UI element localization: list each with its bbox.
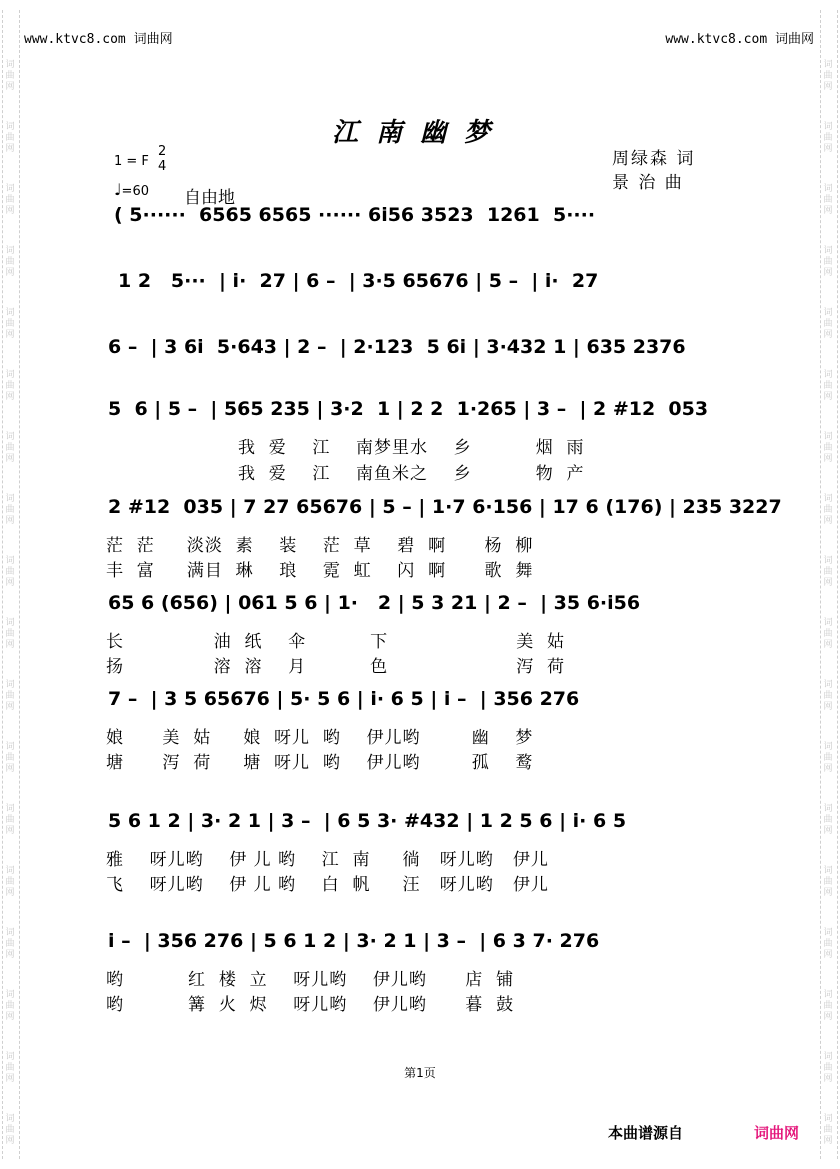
watermark-text: 词 曲 网 (5, 618, 15, 650)
key-signature: 1 = F (114, 154, 149, 169)
notation-line: ( 5······ 6565 6565 ······ 6i56 3523 1261 5···· (114, 204, 596, 226)
notation-line: 7 – | 3 5 65676 | 5· 5 6 | i· 6 5 | i – | 356 276 (108, 688, 580, 710)
watermark-text: 词 曲 网 (5, 122, 15, 154)
staff-line-4 (0, 398, 840, 438)
staff-line-7 (0, 688, 840, 728)
quarter-note-icon: ♩ (114, 180, 122, 199)
watermark-text: 词 曲 网 (5, 928, 15, 960)
tempo-marking: ♩=60 (114, 180, 149, 199)
watermark-text: 词 曲 网 (823, 990, 833, 1022)
watermark-text: 词 曲 网 (823, 680, 833, 712)
watermark-text: 词 曲 网 (823, 742, 833, 774)
watermark-text: 词 曲 网 (5, 680, 15, 712)
watermark-text: 词 曲 网 (5, 742, 15, 774)
source-site-link[interactable]: 词曲网 (754, 1124, 800, 1142)
lyric-verse-2: 塘 泻 荷 塘 呀儿 哟 伊儿哟 孤 鹜 (106, 753, 534, 773)
lyric-verse-1: 雅 呀儿哟 伊 儿 哟 江 南 徜 呀儿哟 伊儿 (106, 850, 549, 870)
expression-marking: 自由地 (184, 188, 235, 208)
watermark-text: 词 曲 网 (5, 308, 15, 340)
lyric-verse-1: 哟 红 楼 立 呀儿哟 伊儿哟 店 铺 (106, 970, 515, 990)
lyric-verse-1: 长 油 纸 伞 下 美 姑 (106, 632, 565, 652)
lyric-verse-2: 我 爱 江 南鱼米之 乡 物 产 (238, 464, 585, 484)
lyricist: 周绿森 词 (612, 149, 696, 169)
staff-line-9 (0, 930, 840, 970)
watermark-text: 词 曲 网 (823, 246, 833, 278)
watermark-text: 词 曲 网 (5, 432, 15, 464)
notation-line: 2 #12 035 | 7 27 65676 | 5 – | 1·7 6·156 | 17 6 (176) | 235 3227 (108, 496, 782, 518)
lyric-verse-1: 我 爱 江 南梦里水 乡 烟 雨 (238, 438, 585, 458)
watermark-text: 词 曲 网 (5, 60, 15, 92)
source-label: 本曲谱源自 (608, 1124, 684, 1142)
watermark-text: 词 曲 网 (823, 308, 833, 340)
composer: 景 治 曲 (612, 173, 684, 193)
watermark-text: 词 曲 网 (823, 618, 833, 650)
watermark-text: 词 曲 网 (823, 60, 833, 92)
watermark-text: 词 曲 网 (5, 184, 15, 216)
staff-line-5 (0, 496, 840, 536)
song-title: 江南幽梦 (331, 118, 508, 148)
notation-line: 5 6 1 2 | 3· 2 1 | 3 – | 6 5 3· #432 | 1 2 5 6 | i· 6 5 (108, 810, 627, 832)
watermark-text: 词 曲 网 (823, 1052, 833, 1084)
watermark-text: 词 曲 网 (5, 804, 15, 836)
staff-line-6 (0, 592, 840, 632)
site-url-right[interactable]: www.ktvc8.com (665, 32, 768, 47)
lyric-verse-1: 茫 茫 淡淡 素 装 茫 草 碧 啊 杨 柳 (106, 536, 534, 556)
watermark-text: 词 曲 网 (5, 494, 15, 526)
staff-line-1 (0, 204, 840, 244)
page-number: 第1页 (404, 1066, 436, 1080)
notation-line: 1 2 5··· | i· 27 | 6 – | 3·5 65676 | 5 – | i· 27 (118, 270, 599, 292)
staff-line-3 (0, 336, 840, 376)
site-name: 词曲网 (133, 32, 173, 47)
watermark-text: 词 曲 网 (5, 556, 15, 588)
watermark-text: 词 曲 网 (5, 1114, 15, 1146)
lyric-verse-2: 哟 篝 火 烬 呀儿哟 伊儿哟 暮 鼓 (106, 995, 515, 1015)
time-signature: 2 4 (158, 144, 167, 174)
staff-line-2 (0, 270, 840, 310)
lyric-verse-2: 丰 富 满目 琳 琅 霓 虹 闪 啊 歌 舞 (106, 561, 534, 581)
lyric-verse-2: 飞 呀儿哟 伊 儿 哟 白 帆 汪 呀儿哟 伊儿 (106, 875, 549, 895)
watermark-text: 词 曲 网 (5, 990, 15, 1022)
watermark-text: 词 曲 网 (823, 432, 833, 464)
watermark-text: 词 曲 网 (823, 370, 833, 402)
watermark-text: 词 曲 网 (823, 928, 833, 960)
lyric-verse-2: 扬 溶 溶 月 色 泻 荷 (106, 657, 565, 677)
notation-line: 65 6 (656) | 061 5 6 | 1· 2 | 5 3 21 | 2 – | 35 6·i56 (108, 592, 641, 614)
notation-line: i – | 356 276 | 5 6 1 2 | 3· 2 1 | 3 – | 6 3 7· 276 (108, 930, 600, 952)
watermark-text: 词 曲 网 (823, 556, 833, 588)
watermark-text: 词 曲 网 (5, 1052, 15, 1084)
watermark-text: 词 曲 网 (5, 866, 15, 898)
watermark-text: 词 曲 网 (823, 866, 833, 898)
watermark-text: 词 曲 网 (5, 370, 15, 402)
header-left (24, 28, 173, 47)
site-url[interactable]: www.ktvc8.com (24, 32, 126, 47)
header-right (665, 28, 814, 47)
watermark-text: 词 曲 网 (823, 184, 833, 216)
site-name-right: 词曲网 (774, 32, 814, 47)
watermark-text: 词 曲 网 (823, 494, 833, 526)
notation-line: 6 – | 3 6i 5·643 | 2 – | 2·123 5 6i | 3·432 1 | 635 2376 (108, 336, 686, 358)
watermark-text: 词 曲 网 (823, 1114, 833, 1146)
staff-line-8 (0, 810, 840, 850)
watermark-text: 词 曲 网 (5, 246, 15, 278)
lyric-verse-1: 娘 美 姑 娘 呀儿 哟 伊儿哟 幽 梦 (106, 728, 534, 748)
watermark-text: 词 曲 网 (823, 122, 833, 154)
notation-line: 5 6 | 5 – | 565 235 | 3·2 1 | 2 2 1·265 | 3 – | 2 #12 053 (108, 398, 709, 420)
watermark-text: 词 曲 网 (823, 804, 833, 836)
